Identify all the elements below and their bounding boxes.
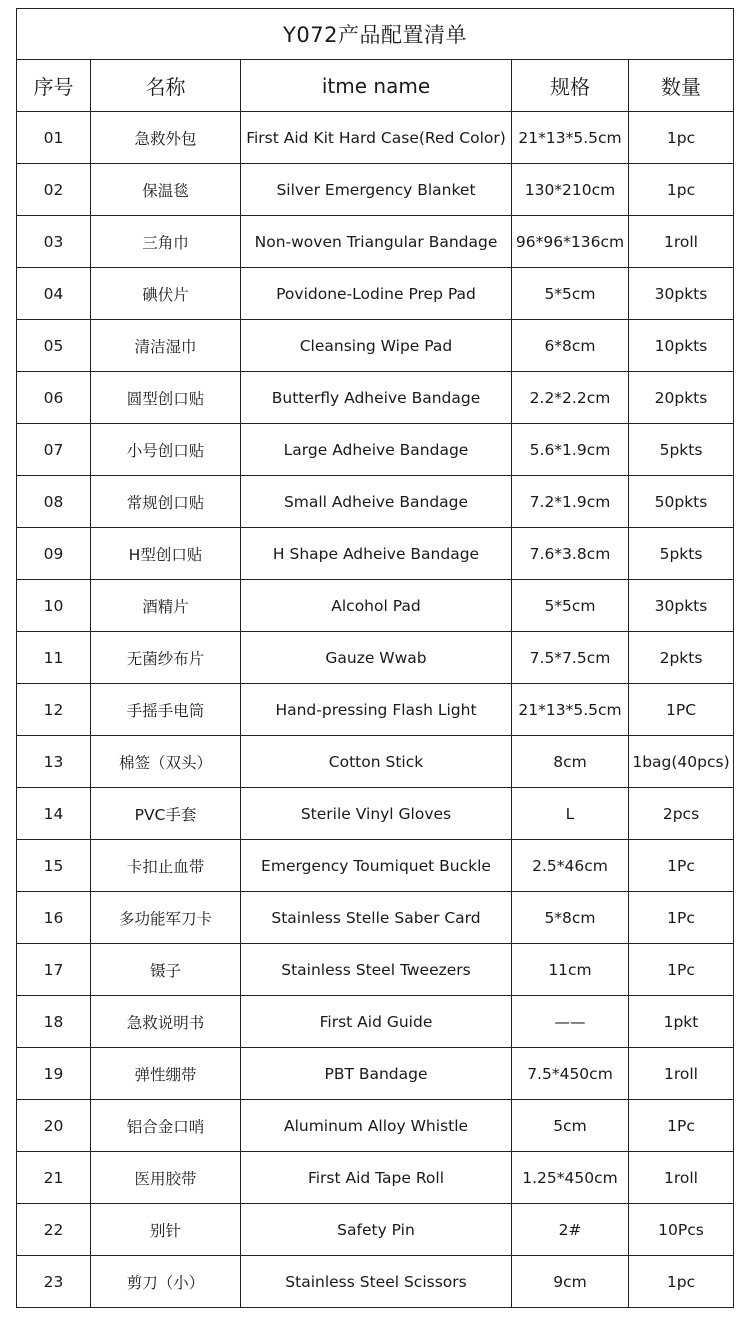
table-row bbox=[17, 1204, 734, 1256]
row-qty: 5pkts bbox=[629, 528, 734, 580]
table-row bbox=[17, 424, 734, 476]
row-item-name: Aluminum Alloy Whistle bbox=[241, 1100, 512, 1152]
row-qty: 1bag(40pcs) bbox=[629, 736, 734, 788]
row-no: 21 bbox=[17, 1152, 91, 1204]
row-cn-name: 常规创口贴 bbox=[91, 476, 241, 528]
row-cn-name: 卡扣止血带 bbox=[91, 840, 241, 892]
row-spec: 7.5*7.5cm bbox=[512, 632, 629, 684]
row-item-name: Alcohol Pad bbox=[241, 580, 512, 632]
row-cn-name: 剪刀（小） bbox=[91, 1256, 241, 1308]
row-item-name: Povidone-Lodine Prep Pad bbox=[241, 268, 512, 320]
row-cn-name: 小号创口贴 bbox=[91, 424, 241, 476]
row-no: 13 bbox=[17, 736, 91, 788]
row-item-name: Small Adheive Bandage bbox=[241, 476, 512, 528]
row-no: 02 bbox=[17, 164, 91, 216]
row-qty: 2pkts bbox=[629, 632, 734, 684]
row-cn-name: 清洁湿巾 bbox=[91, 320, 241, 372]
row-qty: 1Pc bbox=[629, 892, 734, 944]
row-qty: 30pkts bbox=[629, 580, 734, 632]
row-spec: 5*5cm bbox=[512, 580, 629, 632]
row-spec: 21*13*5.5cm bbox=[512, 112, 629, 164]
row-spec: 7.6*3.8cm bbox=[512, 528, 629, 580]
row-qty: 1pc bbox=[629, 112, 734, 164]
row-no: 01 bbox=[17, 112, 91, 164]
header-no: 序号 bbox=[17, 60, 91, 112]
table-row bbox=[17, 1152, 734, 1204]
row-item-name: Stainless Stelle Saber Card bbox=[241, 892, 512, 944]
row-item-name: Cleansing Wipe Pad bbox=[241, 320, 512, 372]
row-cn-name: 棉签（双头） bbox=[91, 736, 241, 788]
row-item-name: Cotton Stick bbox=[241, 736, 512, 788]
row-no: 04 bbox=[17, 268, 91, 320]
row-qty: 1roll bbox=[629, 1048, 734, 1100]
product-config-sheet bbox=[16, 8, 733, 1308]
row-cn-name: PVC手套 bbox=[91, 788, 241, 840]
row-cn-name: 三角巾 bbox=[91, 216, 241, 268]
row-qty: 1PC bbox=[629, 684, 734, 736]
row-qty: 5pkts bbox=[629, 424, 734, 476]
row-no: 14 bbox=[17, 788, 91, 840]
row-qty: 1roll bbox=[629, 1152, 734, 1204]
row-cn-name: 铝合金口哨 bbox=[91, 1100, 241, 1152]
row-cn-name: 手摇手电筒 bbox=[91, 684, 241, 736]
product-config-table bbox=[16, 8, 734, 1308]
header-spec: 规格 bbox=[512, 60, 629, 112]
table-row bbox=[17, 320, 734, 372]
table-row bbox=[17, 684, 734, 736]
row-spec: 130*210cm bbox=[512, 164, 629, 216]
row-qty: 1Pc bbox=[629, 1100, 734, 1152]
row-cn-name: H型创口贴 bbox=[91, 528, 241, 580]
row-qty: 2pcs bbox=[629, 788, 734, 840]
row-qty: 30pkts bbox=[629, 268, 734, 320]
row-cn-name: 急救说明书 bbox=[91, 996, 241, 1048]
row-spec: 1.25*450cm bbox=[512, 1152, 629, 1204]
row-item-name: Non-woven Triangular Bandage bbox=[241, 216, 512, 268]
row-no: 23 bbox=[17, 1256, 91, 1308]
row-item-name: Hand-pressing Flash Light bbox=[241, 684, 512, 736]
row-no: 05 bbox=[17, 320, 91, 372]
row-no: 06 bbox=[17, 372, 91, 424]
row-qty: 1pkt bbox=[629, 996, 734, 1048]
row-item-name: First Aid Tape Roll bbox=[241, 1152, 512, 1204]
row-spec: L bbox=[512, 788, 629, 840]
row-qty: 20pkts bbox=[629, 372, 734, 424]
row-item-name: Emergency Toumiquet Buckle bbox=[241, 840, 512, 892]
row-no: 15 bbox=[17, 840, 91, 892]
row-spec: 96*96*136cm bbox=[512, 216, 629, 268]
row-item-name: Gauze Wwab bbox=[241, 632, 512, 684]
row-qty: 1pc bbox=[629, 164, 734, 216]
row-cn-name: 弹性绷带 bbox=[91, 1048, 241, 1100]
row-item-name: Silver Emergency Blanket bbox=[241, 164, 512, 216]
row-item-name: Stainless Steel Scissors bbox=[241, 1256, 512, 1308]
table-row bbox=[17, 268, 734, 320]
table-row bbox=[17, 1100, 734, 1152]
row-cn-name: 圆型创口贴 bbox=[91, 372, 241, 424]
row-item-name: H Shape Adheive Bandage bbox=[241, 528, 512, 580]
row-spec: 7.5*450cm bbox=[512, 1048, 629, 1100]
row-cn-name: 医用胶带 bbox=[91, 1152, 241, 1204]
row-no: 07 bbox=[17, 424, 91, 476]
table-row bbox=[17, 996, 734, 1048]
row-cn-name: 保温毯 bbox=[91, 164, 241, 216]
table-row bbox=[17, 840, 734, 892]
row-cn-name: 酒精片 bbox=[91, 580, 241, 632]
row-qty: 10Pcs bbox=[629, 1204, 734, 1256]
table-row bbox=[17, 1256, 734, 1308]
row-spec: 2.2*2.2cm bbox=[512, 372, 629, 424]
table-row bbox=[17, 112, 734, 164]
row-item-name: Butterfly Adheive Bandage bbox=[241, 372, 512, 424]
row-spec: 5*8cm bbox=[512, 892, 629, 944]
row-cn-name: 急救外包 bbox=[91, 112, 241, 164]
row-no: 22 bbox=[17, 1204, 91, 1256]
table-row bbox=[17, 476, 734, 528]
row-qty: 50pkts bbox=[629, 476, 734, 528]
row-no: 08 bbox=[17, 476, 91, 528]
row-qty: 1roll bbox=[629, 216, 734, 268]
header-qty: 数量 bbox=[629, 60, 734, 112]
row-spec: 2# bbox=[512, 1204, 629, 1256]
row-qty: 1Pc bbox=[629, 840, 734, 892]
row-item-name: Stainless Steel Tweezers bbox=[241, 944, 512, 996]
table-row bbox=[17, 1048, 734, 1100]
row-spec: 7.2*1.9cm bbox=[512, 476, 629, 528]
row-spec: 6*8cm bbox=[512, 320, 629, 372]
header-row bbox=[17, 60, 734, 112]
row-qty: 1pc bbox=[629, 1256, 734, 1308]
row-cn-name: 别针 bbox=[91, 1204, 241, 1256]
row-item-name: Large Adheive Bandage bbox=[241, 424, 512, 476]
table-row bbox=[17, 632, 734, 684]
row-no: 18 bbox=[17, 996, 91, 1048]
row-spec: 5cm bbox=[512, 1100, 629, 1152]
row-no: 11 bbox=[17, 632, 91, 684]
table-row bbox=[17, 580, 734, 632]
header-item-name: itme name bbox=[241, 60, 512, 112]
row-qty: 10pkts bbox=[629, 320, 734, 372]
table-body bbox=[17, 112, 734, 1308]
table-row bbox=[17, 372, 734, 424]
row-item-name: First Aid Guide bbox=[241, 996, 512, 1048]
row-no: 20 bbox=[17, 1100, 91, 1152]
table-row bbox=[17, 944, 734, 996]
row-spec: 21*13*5.5cm bbox=[512, 684, 629, 736]
table-row bbox=[17, 528, 734, 580]
row-qty: 1Pc bbox=[629, 944, 734, 996]
row-cn-name: 镊子 bbox=[91, 944, 241, 996]
row-no: 10 bbox=[17, 580, 91, 632]
row-item-name: Sterile Vinyl Gloves bbox=[241, 788, 512, 840]
table-row bbox=[17, 736, 734, 788]
row-spec: 5*5cm bbox=[512, 268, 629, 320]
row-spec: 11cm bbox=[512, 944, 629, 996]
table-row bbox=[17, 216, 734, 268]
row-cn-name: 碘伏片 bbox=[91, 268, 241, 320]
row-no: 12 bbox=[17, 684, 91, 736]
table-title: Y072产品配置清单 bbox=[17, 9, 734, 60]
row-no: 19 bbox=[17, 1048, 91, 1100]
row-no: 17 bbox=[17, 944, 91, 996]
row-spec: 2.5*46cm bbox=[512, 840, 629, 892]
row-spec: 8cm bbox=[512, 736, 629, 788]
table-row bbox=[17, 164, 734, 216]
table-row bbox=[17, 892, 734, 944]
row-item-name: First Aid Kit Hard Case(Red Color) bbox=[241, 112, 512, 164]
row-item-name: PBT Bandage bbox=[241, 1048, 512, 1100]
row-cn-name: 无菌纱布片 bbox=[91, 632, 241, 684]
row-spec: 5.6*1.9cm bbox=[512, 424, 629, 476]
table-row bbox=[17, 788, 734, 840]
row-no: 03 bbox=[17, 216, 91, 268]
row-spec: —— bbox=[512, 996, 629, 1048]
row-item-name: Safety Pin bbox=[241, 1204, 512, 1256]
row-no: 16 bbox=[17, 892, 91, 944]
row-no: 09 bbox=[17, 528, 91, 580]
row-cn-name: 多功能军刀卡 bbox=[91, 892, 241, 944]
row-spec: 9cm bbox=[512, 1256, 629, 1308]
header-cn-name: 名称 bbox=[91, 60, 241, 112]
